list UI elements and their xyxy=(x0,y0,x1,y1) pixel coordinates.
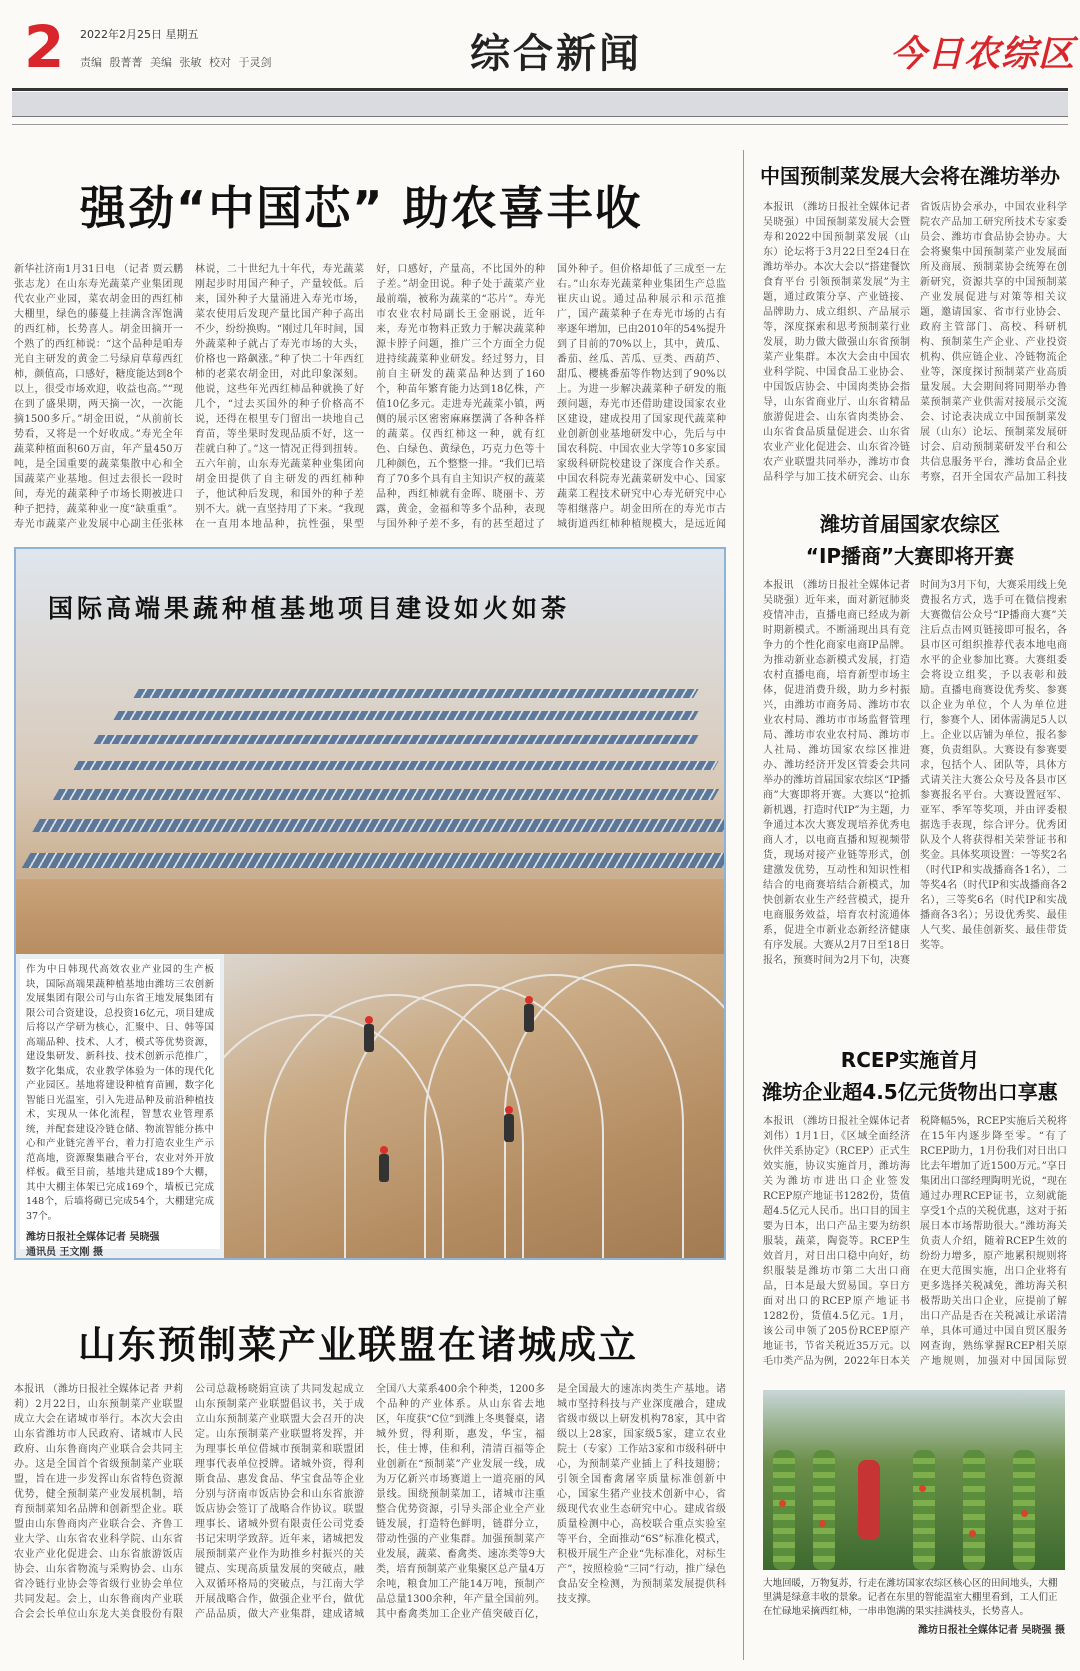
right-article3-headline-2: 潍坊企业超4.5亿元货物出口享惠 xyxy=(762,1080,1058,1104)
right-article3-body: 本报讯 （潍坊日报社全媒体记者 刘伟）1月1日，《区域全面经济伙伴关系协定》（RCEP）正式生效实施，协议实施首月，潍坊海关为潍坊市进出口企业签发RCEP原产地证书1282份，货值超4.5亿元人民币。出口目的国主要为日本，出口产品主要为纺织服装，蔬菜，陶瓷等。RCEP生效首月，对日出口稳中向好，纺织服装是潍坊市第二大出口商品，日本是最大贸易国。享日方面对出口的RCEP原产地证书1282份，货值4.5亿元。1月，该公司申领了205份RCEP原产地证书，节省关税近35万元。以毛巾类产品为例，2022年日本关税降幅5%，RCEP实施后关税将在15年内逐步降至零。“有了RCEP助力，1月份我们对日出口比去年增加了近1500万元。”享日集团出口部经理陶明光说，“现在通过办理RCEP证书，立刻就能享受1个点的关税优惠，这对于拓展日本市场帮助很大。”潍坊海关负责人介绍，随着RCEP生效的纷纷力增多，原产地累积规则将在更大范围实施，出口企业将有更多选择关税减免，潍坊海关积极帮助关出口企业，应提前了解出口产品是否在关税减让承诺清单，具体可通过中国自贸区服务网查询，熟练掌握RCEP相关原产地规则，加强对中国国际贸 xyxy=(763,1116,1067,1367)
page-number: 2 xyxy=(24,13,65,81)
tomato xyxy=(779,1500,786,1507)
tomato-plant-row xyxy=(773,1450,795,1570)
greenhouse-row xyxy=(22,853,726,868)
tomato xyxy=(819,1520,826,1527)
worker-figure xyxy=(504,1114,514,1142)
greenhouse-row xyxy=(73,761,718,770)
tomato xyxy=(1021,1510,1028,1517)
photo-feature xyxy=(14,547,726,1260)
photo-correspondent: 通讯员 王文刚 摄 xyxy=(26,1247,103,1258)
worker-figure xyxy=(364,1024,374,1052)
right-article3-headline-1: RCEP实施首月 xyxy=(840,1048,980,1072)
lead-article-body: 新华社济南1月31日电 （记者 贾云鹏 张志龙）在山东寿光蔬菜产业集团现代农业产业园，菜农胡金田的西红柿大棚里，绿色的藤蔓上挂满含浑饱满的西红柿，长势喜人。胡金田摘开一个熟了的西红柿说：“这个品种是咱寿光自主研发的黄金二号绿肩草莓西红柿，颜值高，口感好，糖度能达到8个以上，很受市场欢迎，收益也高。”“现在到了盛果期，两天摘一次，一次能摘1500多斤。”胡金田说，“从前前长势看，又将是一个好收成。”寿光全年蔬菜种植面积60万亩，年产量450万吨，是全国重要的蔬菜集散中心和全国蔬菜产业基地。但过去很长一段时间，寿光的蔬菜种子市场长期被进口种子把持，蔬菜种业一度“缺重重”。寿光市蔬菜产业发展中心副主任张林林说，二十世纪九十年代，寿光蔬菜刚起步时用国产种子，产量较低。后来，国外种子大量涌进入寿光市场，菜农使用后发现产量比国产种子高出不少，纷纷换购。“刚过几年时间，国外蔬菜种子就占了寿光市场的大头，价格也一路飙涨。”种了快二十年西红柿的老菜农胡金田，对此印象深刻。他说，这些年光西红柿品种就换了好几个，“过去买国外的种子价格高不说，还得在根里专门留出一块地自己育苗，等坐果时发现品质不好，这一茬就白种了。”这一情况正得到扭转。五六年前，山东寿光蔬菜种业集团向胡金田提供了自主研发的西红柿种子，他试种后发现，和国外的种子差别不大。就一直坚持用了下来。“我现在一直用本地品种，抗性强，果型好，口感好，产量高，不比国外的种子差。”胡金田说。种子处于蔬菜产业最前端，被称为蔬菜的“芯片”。寿光市农业农村局副长王金丽说，近年来，寿光市物料正致力于解决蔬菜种源卡脖子问题，推广三个方面全力促进持续蔬菜种业研发。经过努力，目前自主研发的蔬菜品种达到了160个，种苗年繁育能力达到18亿株，产值10亿多元。走进寿光蔬菜小镇，两侧的展示区密密麻麻摆满了各种各样的蔬菜。仅西红柿这一种，就有红色、白绿色、黄绿色，巧克力色等十几种颜色，五个整整一排。“我们已培育了70多个具有自主知识产权的蔬菜品种，西红柿就有金晖、晓丽卡、芳露，黄金，金福和等多个品种，表现与国外种子差不多，有的甚至超过了国外种子。但价格却低了三成至一左右。”山东寿光蔬菜种业集团生产总监崔庆山说。通过品种展示和示范推广，国产蔬菜种子在寿光市场的占有率逐年增加，已由2010年的54%提升到了目前的70%以上，其中，黄瓜、番茄、丝瓜、苦瓜、豆类、西葫芦、甜瓜、樱桃番茄等作物达到了90%以上。为进一步解决蔬菜种子研发的瓶颈问题，寿光市还借助建设国家农业区建设，建成投用了国家现代蔬菜种业创新创业基地研发中心，先后与中国农科院、中国农业大学等10多家国家级科研院校建设了深度合作关系。中国农科院寿光蔬菜研发中心、国家蔬菜工程技术研究中心寿光研究中心等相继落户。胡金田所在的寿光市古城街道西红柿种植规模大，是远近闻 xyxy=(14,264,726,530)
right-article2-headline-1: 潍坊首届国家农综区 xyxy=(820,512,1000,536)
farmland xyxy=(16,879,724,954)
lead-headline: 强劲“中国芯” 助农喜丰收 xyxy=(80,181,643,235)
right-photo-caption xyxy=(763,1577,1065,1636)
photo-caption: 作为中日韩现代高效农业产业园的生产板块，国际高端果蔬种植基地由潍坊三农创新发展集团有限公司与山东省王地发展集团有限公司合资建设，总投资16亿元，项目建成后将以产学研为核心，汇聚中、日、韩等国高端品种、技术、人才，模式等优势资源，建设集研发、新科技、技术创新示范推广，数字化集成，农业教学体验为一体的现代化产业园区。基地将建设种植育苗圃，数字化智能日光温室，引入先进品种及前沿种植技术，实现从一体化流程，智慧农业管理系统，并配套建设冷链仓储、物流智能分拣中心和产业链完善平台，着力打造农业生产示范高地，资源聚集融合平台，农业对外开放样板。截至目前，基地共建成189个大棚，其中大棚主体架已完成169个，墙板已完成148个，后墙将砌已完成54个，大棚建完成37个。 xyxy=(26,964,214,1222)
greenhouse-row xyxy=(32,819,726,832)
bottom-headline: 山东预制菜产业联盟在诸城成立 xyxy=(78,1323,639,1367)
bottom-article-body: 本报讯 （潍坊日报社全媒体记者 尹莉莉）2月22日，山东预制菜产业联盟成立大会在诸城市举行。本次大会由山东省潍坊市人民政府、诸城市人民政府、山东鲁商肉产业联合会共同主办。这是全国首个省级预制菜产业联盟，旨在进一步发挥山东省特色资源优势，健全预制菜产业发展机制，培育预制菜知名品牌和创新型企业。联盟由山东鲁商肉产业联合会、齐鲁工业大学、山东省农业科学院、山东省农业产业化促进会、山东省旅游饭店协会、山东省物流与采购协会、山东省冷链行业协会等省级行业协会单位共同发起。会上，山东鲁商肉产业联合会会长单位山东龙大美食股份有限公司总裁杨晓娟宣读了共同发起成立山东预制菜产业联盟倡议书，关于成立山东预制菜产业联盟大会召开的决定。山东预制菜产业联盟将发挥，并为理事长单位借城市预制菜和联盟团理事代表单位授牌。诸城外资，得利斯食品、惠发食品、华宝食品等企业分别与济南市饭店协会和山东省旅游饭店协会签订了战略合作协议。联盟理事长、诸城外贸有限责任公司党委书记宋明学致辞。近年来，诸城把发展预制菜产业作为助推乡村振兴的关键点、实现高质量发展的突破点，融入双循环格局的突破点，与江南大学开展战略合作，做强企业平台，做优产品品质，做大产业集群，建成诸城全国八大菜系400余个种类，1200多个品种的产业体系。从山东省去地区，年度获“C位”到潍上冬奥餐桌，诸城外贸，得利斯，惠发，华宝，福长，佳士博，佳和利，清清百福等企业创新在“预制菜”产业发展一线，成为万亿新兴市场赛道上一道亮丽的风景线。围绕预制菜加工，诸城市注重整合优势资源，引导头部企业全产业链发展，打造特色鲜明，链群分立，带动性强的产业集群。加强预制菜产业发展，蔬菜、畜禽类、速冻类等9大类，培育预制菜产业集聚区总产量4万余吨，粮食加工产能14万吨，预制产品总量1300余种，年产量全国前列。其中畜禽类加工企业产值突破百亿，是全国最大的速冻肉类生产基地。诸城市坚持科技与产业深度融合，建成省级市级以上研发机构78家，其中省级以上28家，国家级5家，建立农业院士（专家）工作站3家和市级科研中心，为预制菜产业插上了科技翅膀；引领全国畜禽屠宰质量标准创新中心，国家生猪产业技术创新中心，省级现代农业生态研究中心。建成省级质量检测中心，高校联合重点实验室等平台，全面推动“6S”标准化模式，积极开展生产企业“先标准化，对标生产”，按照检验“三同”行动，推广绿色食品安全检测，为预制菜发展提供科技支撑。 xyxy=(14,1384,726,1620)
header-rule xyxy=(12,88,1068,91)
photo-reporter: 潍坊日报社全媒体记者 吴晓强 xyxy=(26,1232,160,1243)
right-photo-caption-text: 大地回暖，万物复苏，行走在潍坊国家农综区核心区的田间地头，大棚里满是绿意丰收的景象。记者在东里的智能温室大棚里看到，工人们正在忙碌地采摘西红柿，一串串饱满的果实挂满枝头，长势喜人。 xyxy=(763,1578,1058,1617)
greenhouse-row xyxy=(133,689,698,698)
tomato xyxy=(919,1485,926,1492)
photo-caption-box xyxy=(20,959,220,1258)
photo-feature-title: 国际高端果蔬种植基地项目建设如火如荼 xyxy=(48,594,571,623)
worker-figure xyxy=(524,1004,534,1032)
farmer-figure xyxy=(858,1460,880,1540)
tomato-plant-row xyxy=(963,1450,985,1570)
newspaper-logo: 今日农综区 xyxy=(890,33,1076,75)
tomato-plant-row xyxy=(913,1450,935,1570)
column-divider xyxy=(743,150,744,1660)
greenhouse-row xyxy=(93,735,698,744)
header-band xyxy=(12,92,1068,116)
issue-date: 2022年2月25日 星期五 xyxy=(80,28,199,41)
header-rule-thin xyxy=(12,116,1068,117)
right-photo-credit: 潍坊日报社全媒体记者 吴晓强 摄 xyxy=(918,1625,1065,1636)
right-article1-body: 本报讯 （潍坊日报社全媒体记者 吴晓强）中国预制菜发展大会暨寿和2022中国预制菜发展（山东）论坛将于3月22日至24日在潍坊举办。本次大会以“搭建餐饮食育平台 引领预制菜发展”为主题，通过政策分享、产业链接、品牌助力、成立组织、产品展示等，深度探索和思考预制菜行业发展，助力做大做强山东省预制菜产业集群。本次大会由中国农业科学院、中国食品工业协会、中国饭店协会、中国肉类协会指导，山东省商业厅、山东省精品旅游促进会、山东省肉类协会、山东省食品质量促进会、山东省农业产业化促进会、山东省冷链农产业联盟共同举办，潍坊市食品科学与加工技术研究会、山东省饭店协会承办，中国农业科学院农产品加工研究所技术专家委员会、潍坊市食品协会协办。大会将聚集中国预制菜产业发展面所及商展、预制菜协会统筹在创新研究，资源共享的中国预制菜产业发展促进与对策等相关议题，邀请国家、省市行业协会、政府主管部门、高校、科研机构、预制菜生产企业、产业投资机构、供应链企业、冷链物流企业等，深度探讨预制菜产业高质量发展。大会期间将同期举办鲁菜预制菜产业供需对接展示交流会、讨论表决成立中国预制菜发展（山东）论坛、预制菜发展研讨会、启动预制菜研发平台和公共信息服务平台，潍坊食品企业考察，召开全国农产品加工科技 xyxy=(763,202,1067,483)
right-article2-headline-2: “IP播商”大赛即将开赛 xyxy=(805,544,1015,568)
greenhouse-row xyxy=(53,789,719,800)
section-title: 综合新闻 xyxy=(470,30,642,77)
header-rule-thin-2 xyxy=(12,124,1068,125)
editor-credits: 责编 殷菁菁 美编 张敏 校对 于灵剑 xyxy=(80,56,272,69)
tomato-greenhouse-photo xyxy=(763,1390,1065,1570)
right-article1-headline: 中国预制菜发展大会将在潍坊举办 xyxy=(760,164,1060,188)
greenhouse-frame-photo xyxy=(224,954,726,1260)
worker-figure xyxy=(379,1154,389,1182)
right-article2-body: 本报讯 （潍坊日报社全媒体记者 吴晓强）近年来，面对新冠肺炎疫情冲击，直播电商已经成为新时期新模式。不断涌现出具有竞争力的个性化商家电商IP品牌。为推动新业态新模式发展，打造农村直播电商，培育新型市场主体，促进消费升级，助力乡村振兴，由潍坊市商务局、潍坊市农业农村局、潍坊市市场监督管理局、潍坊市农业农村局、潍坊市人社局、潍坊国家农综区推进办、潍坊经济开发区管委会共同举办的潍坊首届国家农综区“IP播商”大赛即将开赛。大赛以“抢抓新机遇，打造时代IP”为主题，力争通过本次大赛发现培养优秀电商人才，以电商直播和短视频带货，现场对接产业链等形式，创建激发优势，互动性和知识性相结合的电商赛培结合新模式，加快创新农业生产经营模式，提升电商服务效益，培育农村流通体系，促进全市新业态新经济健康有序发展。大赛从2月7日至18日报名，预赛时间为2月下旬，决赛时间为3月下旬，大赛采用线上免费报名方式，选手可在微信搜索大赛微信公众号“IP播商大赛”关注后点击网页链接即可报名，各县市区可组织推荐代表本地电商水平的企业参加比赛。大赛组委会将设立组奖，予以表彰和鼓励。直播电商赛设优秀奖、参赛以企业为单位，个人为单位进行，参赛个人、团体需满足5人以上。企业以店铺为单位，报名参赛，负责组队。大赛设有参赛要求，包括个人、团队等，具体方式请关注大赛公众号及各县市区参赛报名平台。大赛设置冠军、亚军、季军等奖项，并由评委根据选手表现，综合评分。优秀团队及个人将获得相关荣誉证书和奖金。具体奖项设置：一等奖2名（时代IP和实战播商各1名），二等奖4名（时代IP和实战播商各2名），三等奖6名（时代IP和实战播商各3名）；另设优秀奖、最佳人气奖、最佳创新奖、最佳带货奖等。 xyxy=(763,580,1067,966)
tomato xyxy=(969,1530,976,1537)
tomato-plant-row xyxy=(813,1450,835,1570)
greenhouse-row xyxy=(113,711,698,720)
